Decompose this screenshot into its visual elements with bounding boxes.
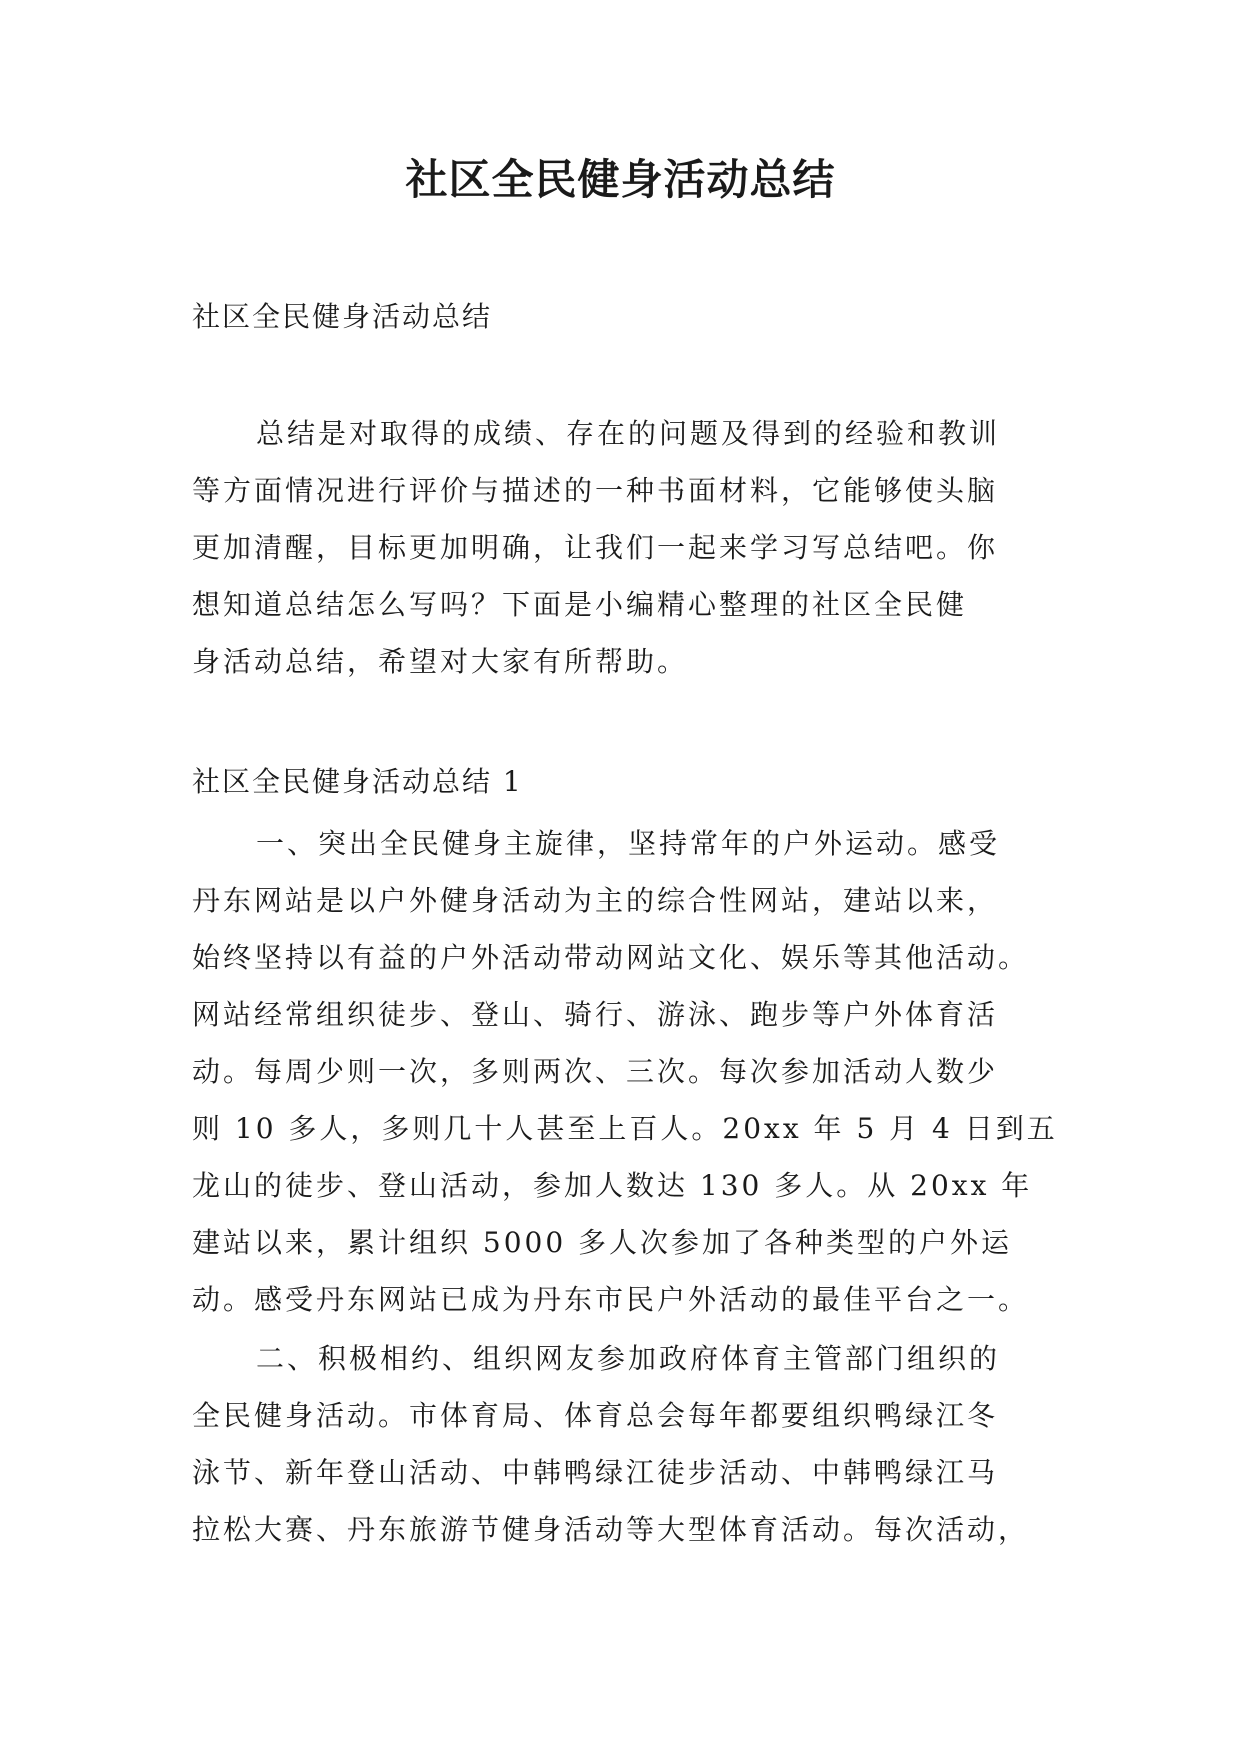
paragraph-line: 身活动总结，希望对大家有所帮助。 (192, 645, 689, 678)
section1-paragraph (192, 815, 1060, 1328)
intro-paragraph (192, 405, 1060, 690)
section2-paragraph (192, 1330, 1060, 1558)
document-subtitle: 社区全民健身活动总结 (192, 300, 493, 333)
paragraph-line: 总结是对取得的成绩、存在的问题及得到的经验和教训 (256, 417, 1001, 450)
paragraph-line: 网站经常组织徒步、登山、骑行、游泳、跑步等户外体育活 (192, 998, 999, 1031)
paragraph-line: 动。每周少则一次，多则两次、三次。每次参加活动人数少 (192, 1055, 999, 1088)
paragraph-line: 泳节、新年登山活动、中韩鸭绿江徒步活动、中韩鸭绿江马 (192, 1456, 999, 1489)
paragraph-line: 一、突出全民健身主旋律，坚持常年的户外运动。感受 (256, 827, 1001, 860)
paragraph-line: 更加清醒，目标更加明确，让我们一起来学习写总结吧。你 (192, 531, 999, 564)
paragraph-line: 全民健身活动。市体育局、体育总会每年都要组织鸭绿江冬 (192, 1399, 999, 1432)
document-title: 社区全民健身活动总结 (405, 155, 836, 204)
paragraph-line: 龙山的徒步、登山活动，参加人数达 130 多人。从 20xx 年 (192, 1169, 1033, 1202)
paragraph-line: 动。感受丹东网站已成为丹东市民户外活动的最佳平台之一。 (192, 1283, 1030, 1316)
paragraph-line: 等方面情况进行评价与描述的一种书面材料，它能够使头脑 (192, 474, 999, 507)
paragraph-line: 想知道总结怎么写吗？下面是小编精心整理的社区全民健 (192, 588, 968, 621)
paragraph-line: 则 10 多人，多则几十人甚至上百人。20xx 年 5 月 4 日到五 (192, 1112, 1058, 1145)
paragraph-line: 二、积极相约、组织网友参加政府体育主管部门组织的 (256, 1342, 1001, 1375)
paragraph-line: 始终坚持以有益的户外活动带动网站文化、娱乐等其他活动。 (192, 941, 1030, 974)
paragraph-line: 拉松大赛、丹东旅游节健身活动等大型体育活动。每次活动， (192, 1513, 1030, 1546)
section-heading: 社区全民健身活动总结 1 (192, 765, 523, 798)
paragraph-line: 建站以来，累计组织 5000 多人次参加了各种类型的户外运 (192, 1226, 1013, 1259)
paragraph-line: 丹东网站是以户外健身活动为主的综合性网站，建站以来， (192, 884, 999, 917)
